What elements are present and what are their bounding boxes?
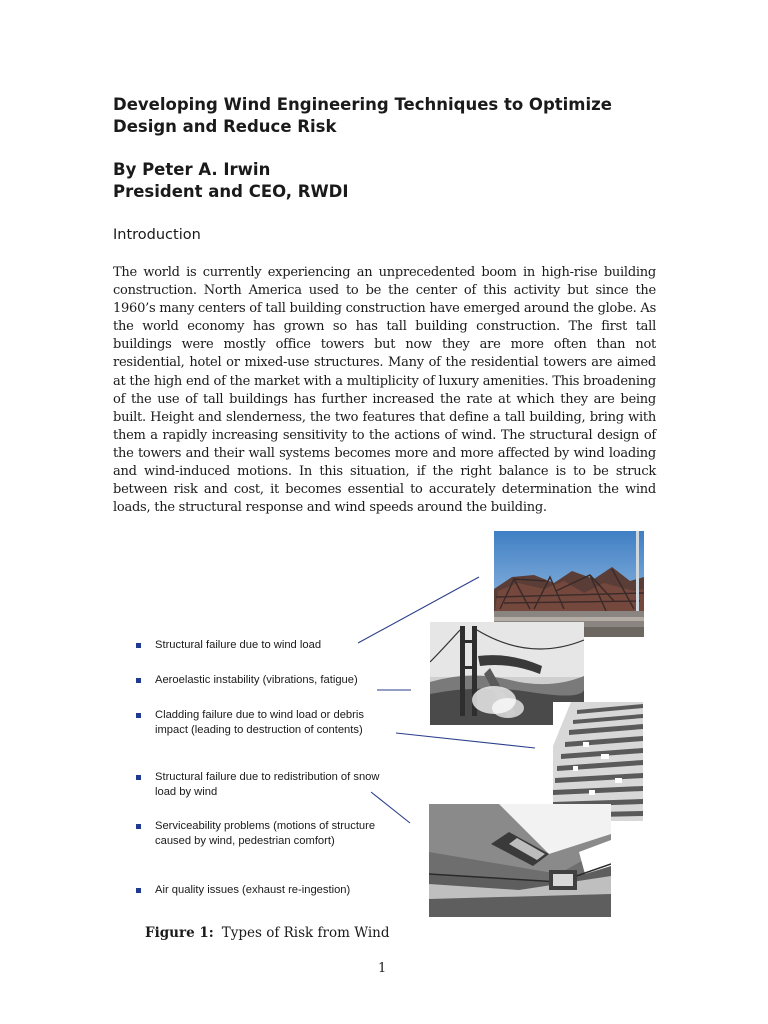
figure-caption bbox=[145, 925, 390, 941]
author-position: President and CEO, RWDI bbox=[113, 182, 349, 201]
bullet-icon bbox=[136, 643, 141, 648]
risk-item-cladding bbox=[136, 708, 381, 738]
risk-item-snow-load bbox=[136, 770, 381, 800]
connector-line-3 bbox=[396, 733, 535, 748]
author-name: By Peter A. Irwin bbox=[113, 160, 271, 179]
bullet-icon bbox=[136, 775, 141, 780]
bullet-icon bbox=[136, 678, 141, 683]
risk-item-aeroelastic bbox=[136, 673, 381, 688]
page-number: 1 bbox=[378, 961, 387, 976]
risk-item-label: Serviceability problems (motions of structure caused by wind, pedestrian comfort) bbox=[155, 820, 376, 847]
document-title: Developing Wind Engineering Techniques to Optimize Design and Reduce Risk bbox=[113, 95, 612, 136]
risk-item-label: Cladding failure due to wind load or debris impact (leading to destruction of contents) bbox=[155, 709, 364, 736]
risk-item-air-quality bbox=[136, 883, 381, 898]
risk-item-label: Aeroelastic instability (vibrations, fatigue) bbox=[155, 674, 358, 686]
risk-item-serviceability bbox=[136, 819, 381, 849]
bullet-icon bbox=[136, 824, 141, 829]
risk-item-label: Structural failure due to redistribution of snow load by wind bbox=[155, 771, 380, 798]
risk-item-label: Air quality issues (exhaust re-ingestion) bbox=[155, 884, 351, 896]
photo-snow-roof-collapse bbox=[429, 804, 611, 917]
intro-paragraph: The world is currently experiencing an unprecedented boom in high-rise building construction. North America used to be the center of this activity but since the 1960’s many centers of tall building construction have emerged around the globe. As the world economy has grown so has tall building construction. The first tall buildings were mostly office towers but now they are more often than not residential, hotel or mixed-use structures. Many of the residential towers are aimed at the high end of the market with a multiplicity of luxury amenities. This broadening of the use of tall buildings has further increased the rate at which they are being built. Height and slenderness, the two features that define a tall building, bring with them a rapidly increasing sensitivity to the actions of wind. The structural design of the towers and their wall systems becomes more and more affected by wind loading and wind-induced motions. In this situation, if the right balance is to be struck between risk and cost, it becomes essential to accurately determination the wind loads, the structural response and wind speeds around the building. bbox=[113, 265, 656, 516]
section-heading: Introduction bbox=[113, 227, 201, 243]
bullet-icon bbox=[136, 713, 141, 718]
risk-item-label: Structural failure due to wind load bbox=[155, 639, 322, 651]
risk-item-structural-failure bbox=[136, 638, 381, 653]
bullet-icon bbox=[136, 888, 141, 893]
figure-caption-label: Figure 1: bbox=[145, 925, 214, 941]
figure-caption-text: Types of Risk from Wind bbox=[221, 925, 390, 941]
